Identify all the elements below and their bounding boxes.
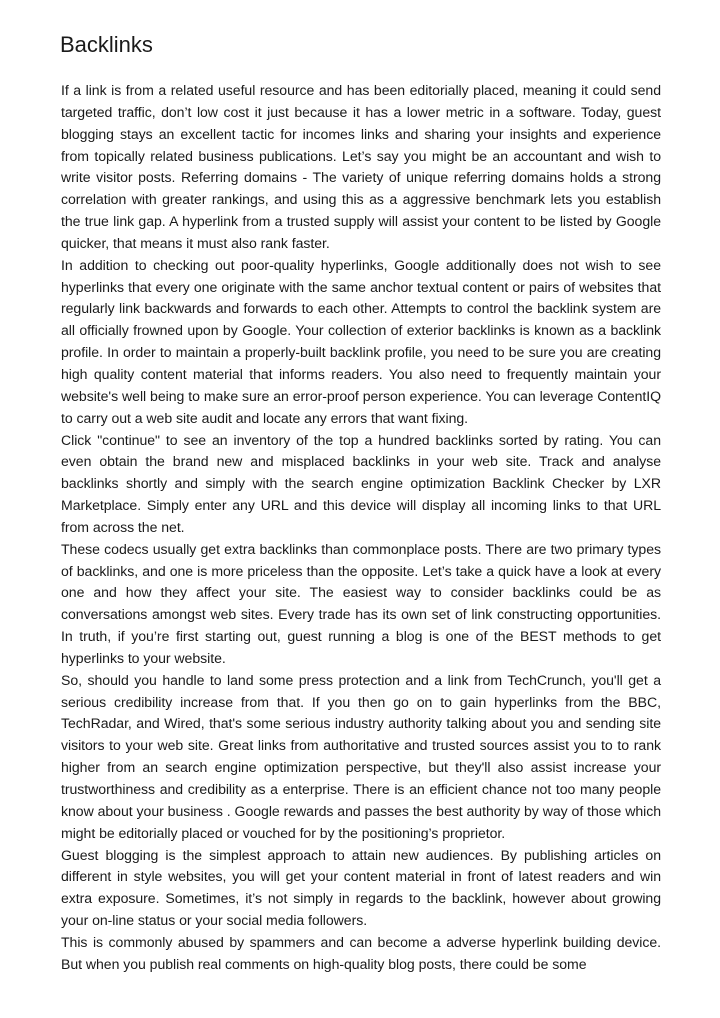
article-body [61, 80, 661, 976]
paragraph: Click "continue" to see an inventory of the top a hundred backlinks sorted by rating. You can even obtain the brand new and misplaced backlinks in your web site. Track and analyse backlinks shortly and simply with the search engine optimization Backlink Checker by LXR Marketplace. Simply enter any URL and this device will display all incoming links to that URL from across the net. [61, 431, 661, 535]
page-title: Backlinks [60, 32, 153, 57]
paragraph: So, should you handle to land some press protection and a link from TechCrunch, you'll get a serious credibility increase from that. If you then go on to gain hyperlinks from the BBC, TechRadar, and Wired, that's some serious industry authority talking about you and sending site visitors to your web site. Great links from authoritative and trusted sources assist you to to rank higher from an search engine optimization perspective, but they'll also assist increase your trustworthiness and credibility as a enterprise. There is an efficient chance not too many people know about your business . Google rewards and passes the best authority by way of those which might be editorially placed or vouched for by the positioning’s proprietor. [61, 671, 661, 841]
paragraph: If a link is from a related useful resource and has been editorially placed, meaning it could send targeted traffic, don’t low cost it just because it has a lower metric in a software. Today, guest blogging stays an excellent tactic for incomes links and sharing your insights and experience from topically related business publications. Let’s say you might be an accountant and wish to write visitor posts. Referring domains - The variety of unique referring domains holds a strong correlation with greater rankings, and using this as a aggressive benchmark lets you establish the true link gap. A hyperlink from a trusted supply will assist your content to be listed by Google quicker, that means it must also rank faster. [61, 82, 661, 251]
paragraph: In addition to checking out poor-quality hyperlinks, Google additionally does not wish to see hyperlinks that every one originate with the same anchor textual content or pairs of websites that regularly link backwards and forwards to each other. Attempts to control the backlink system are all officially frowned upon by Google. Your collection of exterior backlinks is known as a backlink profile. In order to maintain a properly-built backlink profile, you need to be sure you are creating high quality content material that informs readers. You also need to frequently maintain your website's well being to make sure an error-proof person experience. You can leverage ContentIQ to carry out a web site audit and locate any errors that want fixing. [61, 256, 661, 426]
paragraph: This is commonly abused by spammers and can become a adverse hyperlink building device. But when you publish real comments on high-quality blog posts, there could be some [61, 933, 661, 972]
paragraph: Guest blogging is the simplest approach to attain new audiences. By publishing articles on different in style websites, you will get your content material in front of latest readers and win extra exposure. Sometimes, it’s not simply in regards to the backlink, however about growing your on-line status or your social media followers. [61, 846, 661, 929]
paragraph: These codecs usually get extra backlinks than commonplace posts. There are two primary types of backlinks, and one is more priceless than the opposite. Let’s take a quick have a look at every one and how they affect your site. The easiest way to consider backlinks could be as conversations amongst web sites. Every trade has its own set of link constructing opportunities. In truth, if you’re first starting out, guest running a blog is one of the BEST methods to get hyperlinks to your website. [61, 540, 661, 666]
